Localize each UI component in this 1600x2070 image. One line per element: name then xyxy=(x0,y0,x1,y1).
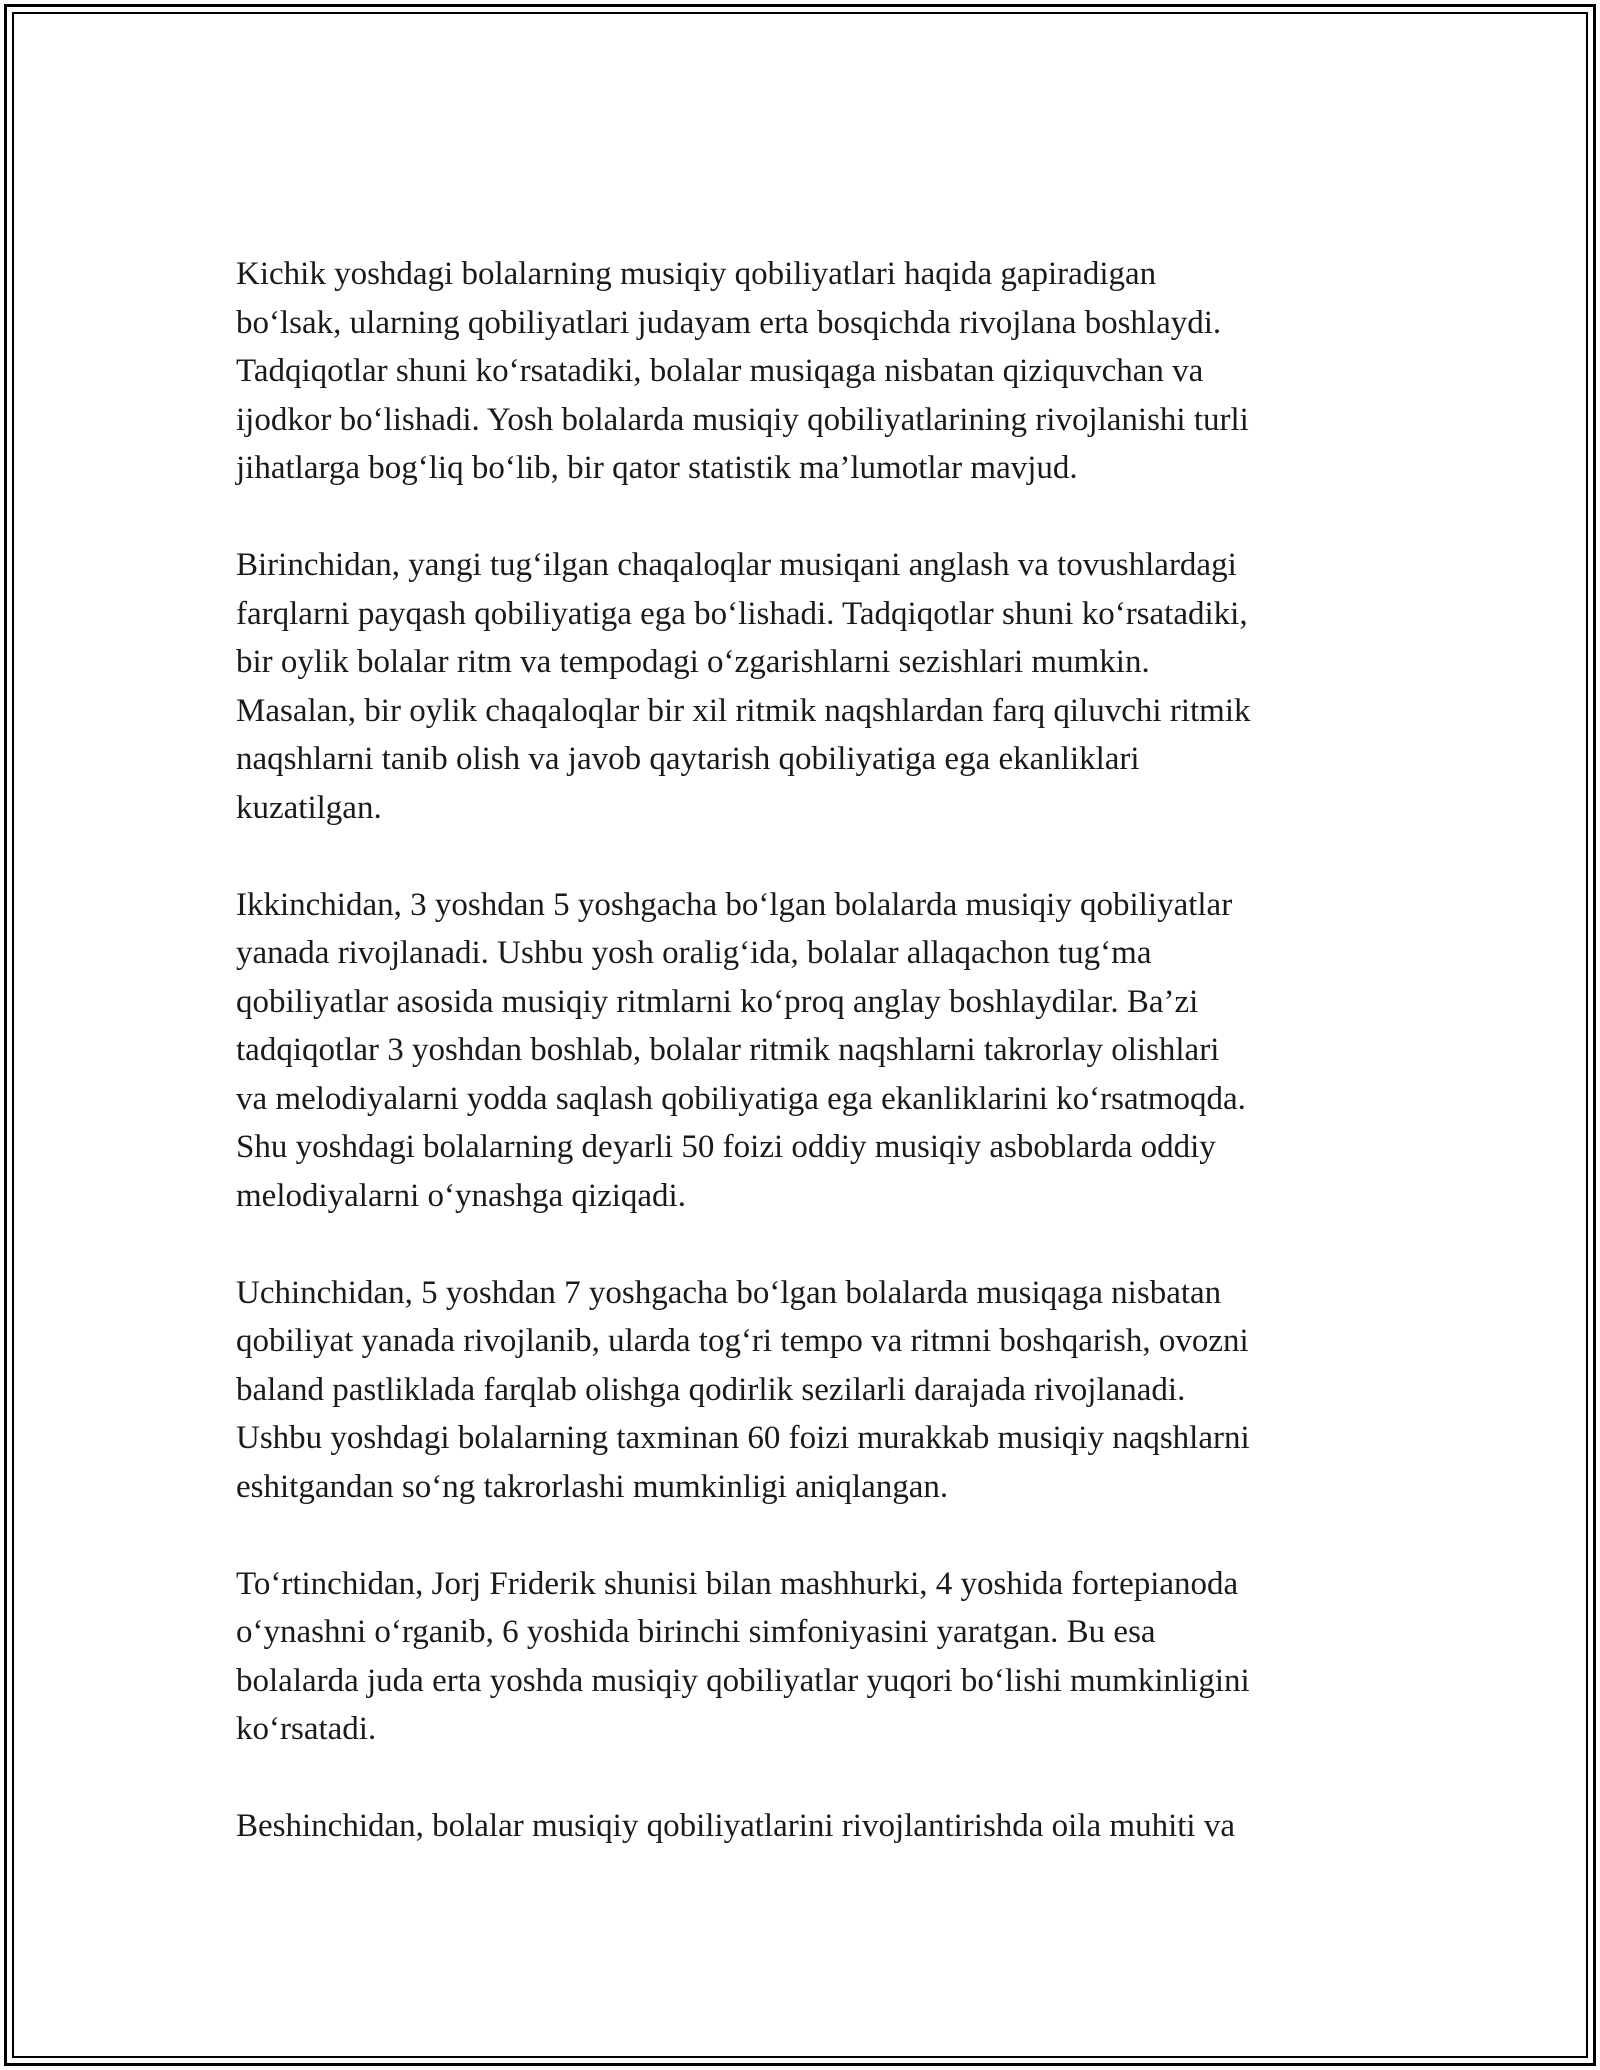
paragraph-fourth: To‘rtinchidan, Jorj Friderik shunisi bilan mashhurki, 4 yoshida fortepianoda o‘ynashni o‘rganib, 6 yoshida birinchi simfoniyasini yaratgan. Bu esa bolalarda juda erta yoshda musiqiy qobiliyatlar yuqori bo‘lishi mumkinligini ko‘rsatadi. xyxy=(236,1565,1250,1747)
paragraph-second: Ikkinchidan, 3 yoshdan 5 yoshgacha bo‘lgan bolalarda musiqiy qobiliyatlar yanada rivojlanadi. Ushbu yosh oralig‘ida, bolalar allaqachon tug‘ma qobiliyatlar asosida musiqiy ritmlarni ko‘proq anglay boshlaydilar. Ba’zi tadqiqotlar 3 yoshdan boshlab, bolalar ritmik naqshlarni takrorlay olishlari va melodiyalarni yodda saqlash qobiliyatiga ega ekanliklarini ko‘rsatmoqda. Shu yoshdagi bolalarning deyarli 50 foizi oddiy musiqiy asboblarda oddiy melodiyalarni o‘ynashga qiziqadi. xyxy=(236,886,1246,1214)
paragraph-third: Uchinchidan, 5 yoshdan 7 yoshgacha bo‘lgan bolalarda musiqaga nisbatan qobiliyat yanada rivojlanib, ularda tog‘ri tempo va ritmni boshqarish, ovozni baland pastliklada farqlab olishga qodirlik sezilarli darajada rivojlanadi. Ushbu yoshdagi bolalarning taxminan 60 foizi murakkab musiqiy naqshlarni eshitgandan so‘ng takrorlashi mumkinligi aniqlangan. xyxy=(236,1274,1250,1505)
paragraph-intro: Kichik yoshdagi bolalarning musiqiy qobiliyatlari haqida gapiradigan bo‘lsak, ularning qobiliyatlari judayam erta bosqichda rivojlana boshlaydi. Tadqiqotlar shuni ko‘rsatadiki, bolalar musiqaga nisbatan qiziquvchan va ijodkor bo‘lishadi. Yosh bolalarda musiqiy qobiliyatlarining rivojlanishi turli jihatlarga bog‘liq bo‘lib, bir qator statistik ma’lumotlar mavjud. xyxy=(236,256,1249,486)
paragraph-fifth: Beshinchidan, bolalar musiqiy qobiliyatlarini rivojlantirishda oila muhiti va xyxy=(236,1808,1235,1844)
paragraph-first: Birinchidan, yangi tug‘ilgan chaqaloqlar musiqani anglash va tovushlardagi farqlarni payqash qobiliyatiga ega bo‘lishadi. Tadqiqotlar shuni ko‘rsatadiki, bir oylik bolalar ritm va tempodagi o‘zgarishlarni sezishlari mumkin. Masalan, bir oylik chaqaloqlar bir xil ritmik naqshlardan farq qiluvchi ritmik naqshlarni tanib olish va javob qaytarish qobiliyatiga ega ekanliklari kuzatilgan. xyxy=(236,547,1251,826)
document-body xyxy=(236,250,1366,1851)
